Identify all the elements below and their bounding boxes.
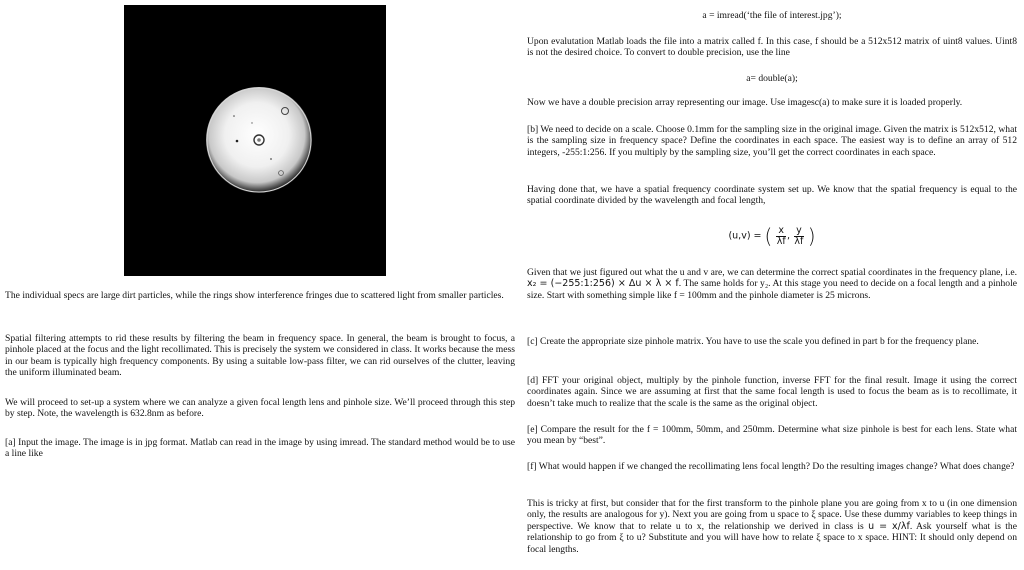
paragraph-dirt-particles: The individual specs are large dirt particles, while the rings show interference fringes due to scattered light from smaller particles.	[5, 290, 504, 301]
formula-open-paren: (	[764, 224, 773, 248]
code-double: a= double(a);	[746, 73, 798, 84]
dirt-particle	[236, 140, 239, 143]
dirt-particle	[270, 158, 272, 160]
paragraph-part-a: [a] Input the image. The image is in jpg format. Matlab can read in the image by using imread. The standard method would be to use a line like	[5, 437, 515, 460]
paragraph-part-b: [b] We need to decide on a scale. Choose 0.1mm for the sampling size in the original image. Given the matrix is 512x512, what is the sampling size in frequency space? Define the coordinates in each space. The easiest way is to define an array of 512 integers, -255:1:256. If you multiply by the sampling size, you’ll get the correct coordinates in each space.	[527, 124, 1017, 158]
center-dot	[257, 138, 261, 142]
paragraph-evaluation: Upon evalutation Matlab loads the file into a matrix called f. In this case, f should be a 512x512 matrix of uint8 values. Uint8 is not the desired choice. To convert to double precision, use the line	[527, 36, 1017, 59]
dirt-particle	[251, 122, 252, 123]
code-imread: a = imread(‘the file of interest.jpg’);	[702, 10, 842, 21]
paragraph-double-precision: Now we have a double precision array representing our image. Use imagesc(a) to make sure it is loaded properly.	[527, 97, 963, 108]
paragraph-spatial-filtering: Spatial filtering attempts to rid these results by filtering the beam in frequency space. In general, the beam is brought to focus, a pinhole placed at the focus and the light recollimated. This is precisely the system we considered in class. It works because the mess in our beam is typically high frequency components. By using a suitable low-pass filter, we can rid ourselves of the clutter, leaving the uniform illuminated beam.	[5, 333, 515, 379]
formula-fraction-y: $\frac{y}{\lambda f}$	[794, 224, 804, 247]
beam-image-graphic	[124, 5, 386, 276]
paragraph-part-d: [d] FFT your original object, multiply by the pinhole function, inverse FFT for the final result. Image it using the correct coordinates again. Since we are assuming at first that the same focal length is used to focus the beam as is to recollimate, it doesn’t take much to realize that the scale is the same as the original object.	[527, 375, 1017, 409]
math-u: u = x/λf	[868, 520, 910, 532]
paragraph-part-c: [c] Create the appropriate size pinhole matrix. You have to use the scale you defined in part b for the frequency plane.	[527, 336, 979, 347]
paragraph-frequency-plane: Given that we just figured out what the u and v are, we can determine the correct spatial coordinates in the frequency plane, i.e. x₂ = (−255:1:256) × Δu × λ × f. The same holds for y₂. At this stage you need to decide on a focal length and a pinhole size. Start with something simple like f = 100mm and the pinhole diameter is 25 microns.	[527, 267, 1017, 301]
math-x2: x₂ = (−255:1:256) × Δu × λ × f	[527, 278, 679, 290]
formula-spatial-frequency: (u,v) = ( $\frac{x}{\lambda f}$ , $\frac{y}{\lambda f}$ )	[728, 224, 816, 248]
paragraph-setup: We will proceed to set-up a system where we can analyze a given focal length lens and pinhole size. We’ll proceed through this step by step. Note, the wavelength is 632.8nm as before.	[5, 397, 515, 420]
formula-lhs: (u,v) =	[728, 230, 762, 242]
formula-close-paren: )	[807, 224, 816, 248]
dirt-particle	[233, 115, 235, 117]
formula-fraction-x: $\frac{x}{\lambda f}$	[776, 224, 786, 247]
paragraph-part-e: [e] Compare the result for the f = 100mm, 50mm, and 250mm. Determine what size pinhole is best for each lens. State what you mean by “best”.	[527, 424, 1017, 447]
beam-image	[124, 5, 386, 276]
paragraph-spatial-frequency: Having done that, we have a spatial frequency coordinate system set up. We know that the spatial frequency is equal to the spatial coordinate divided by the wavelength and focal length,	[527, 184, 1017, 207]
paragraph-part-f: [f] What would happen if we changed the recollimating lens focal length? Do the resulting images change? What does change?	[527, 461, 1015, 472]
paragraph-hint: This is tricky at first, but consider that for the first transform to the pinhole plane you are going from x to u (in one dimension only, the results are analogous for y). Next you are going from u space to ξ space. Use these dummy variables to keep things in perspective. We know that to relate u to x, the relationship we derived in class is u = x/λf. Ask yourself what is the relationship to go from ξ to u? Substitute and you will have how to relate ξ space to x space. HINT: It should only depend on focal lengths.	[527, 498, 1017, 555]
